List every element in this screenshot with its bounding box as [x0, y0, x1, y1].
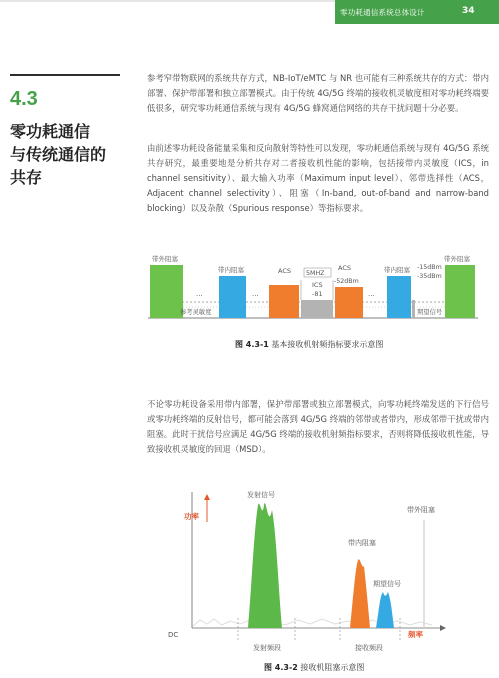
in-band-block-label: 带内阻塞: [348, 539, 376, 547]
freq-label: 频率: [408, 630, 423, 639]
figure2-caption-number: 图 4.3-2: [264, 663, 298, 672]
figure1-caption: [235, 339, 383, 350]
out-band-block-right-label: 带外阻塞: [444, 255, 470, 263]
rx-band-label: 接收频段: [355, 644, 383, 652]
ics-value: -81: [312, 290, 323, 298]
ref-sensitivity-label: 参考灵敏度: [180, 309, 212, 316]
body-paragraph: 由前述零功耗设备能量采集和反向散射等特性可以发现，零功耗通信系统与现有 4G/5G 系统共存研究，最重要地是分析共存对二者接收机性能的影响，包括接带内灵敏度（ICS，in channel sensitivity）、最大输入功率（Maximum input level）、邻带选择性（ACS，Adjacent channel selectivity）、阻塞（In-band, out-of-band and narrow-band blocking）以及杂散（Spurious response）等指标要求。: [147, 143, 489, 213]
desired-signal-shape: [376, 592, 394, 628]
in-band-value-1: -15dBm: [417, 264, 442, 271]
power-label: 功率: [184, 512, 199, 521]
tx-signal-label: 发射信号: [247, 491, 275, 499]
out-band-block-left-bar: [150, 265, 183, 318]
header-title: 零功耗通信系统总体设计: [340, 8, 425, 17]
section-title-line: 共存: [10, 168, 43, 187]
acs-left-bar: [269, 285, 299, 318]
in-band-block-right-label: 带内阻塞: [384, 266, 410, 274]
figure2-caption: [264, 662, 364, 673]
figure2-caption-text: 接收机阻塞示意图: [300, 663, 365, 672]
in-band-block-left-label: 带内阻塞: [218, 266, 244, 274]
desired-signal-marker: [412, 300, 415, 318]
tx-signal-shape: [248, 503, 282, 628]
acs-right-label: ACS: [338, 264, 351, 272]
desired-signal-label: 期望信号: [373, 580, 401, 588]
out-band-block-label: 带外阻塞: [407, 506, 435, 514]
dots-label: ...: [368, 290, 375, 298]
figure1-caption-number: 图 4.3-1: [235, 340, 269, 349]
body-paragraph: 不论零功耗设备采用带内部署，保护带部署或独立部署模式，向零功耗终端发送的下行信号或零功耗终端的反射信号，都可能会落到 4G/5G 终端的邻带或者带内，形成邻带干扰或带内阻塞。此时干扰信号应满足 4G/5G 终端的接收机射频指标要求，否则将降低接收机性能，导致接收机灵敏度的回退（MSD）。: [147, 399, 489, 454]
dots-label: ...: [196, 290, 203, 298]
in-band-block-shape: [350, 559, 370, 628]
ics-label: ICS: [312, 281, 323, 289]
acs-right-bar: [335, 287, 363, 318]
mhz-label: 5MHZ: [306, 270, 325, 277]
section-number: 4.3: [10, 88, 38, 110]
dots-label: ...: [252, 290, 259, 298]
in-band-value-2: -35dBm: [417, 273, 442, 280]
dc-label: DC: [168, 631, 179, 639]
figure1-caption-text: 基本接收机射频指标要求示意图: [271, 340, 384, 349]
out-band-block-left-label: 带外阻塞: [152, 255, 178, 263]
in-band-block-left-bar: [219, 276, 246, 318]
out-band-block-right-bar: [445, 265, 475, 318]
power-arrow-icon: [204, 494, 210, 500]
body-paragraph: 参考窄带物联网的系统共存方式，NB-IoT/eMTC 与 NR 也可能有三种系统共存的方式：带内部署、保护带部署和独立部署模式。由于传统 4G/5G 终端的接收机灵敏度相对零功耗终端要低很多，研究零功耗通信系统与现有 4G/5G 蜂窝通信网络的共存干扰问题十分必要。: [147, 73, 489, 113]
in-band-block-right-bar: [387, 276, 411, 318]
tx-band-label: 发射频段: [253, 644, 281, 652]
acs-right-value: -52dBm: [334, 278, 359, 285]
ics-bar: [301, 300, 333, 318]
noise-floor: [193, 619, 432, 626]
acs-left-label: ACS: [278, 267, 291, 275]
section-title-line: 零功耗通信: [10, 122, 91, 141]
x-axis-arrow-icon: [440, 625, 446, 631]
page-number: 34: [462, 6, 475, 16]
section-title-line: 与传统通信的: [10, 145, 107, 164]
desired-signal-label: 期望信号: [417, 309, 443, 316]
